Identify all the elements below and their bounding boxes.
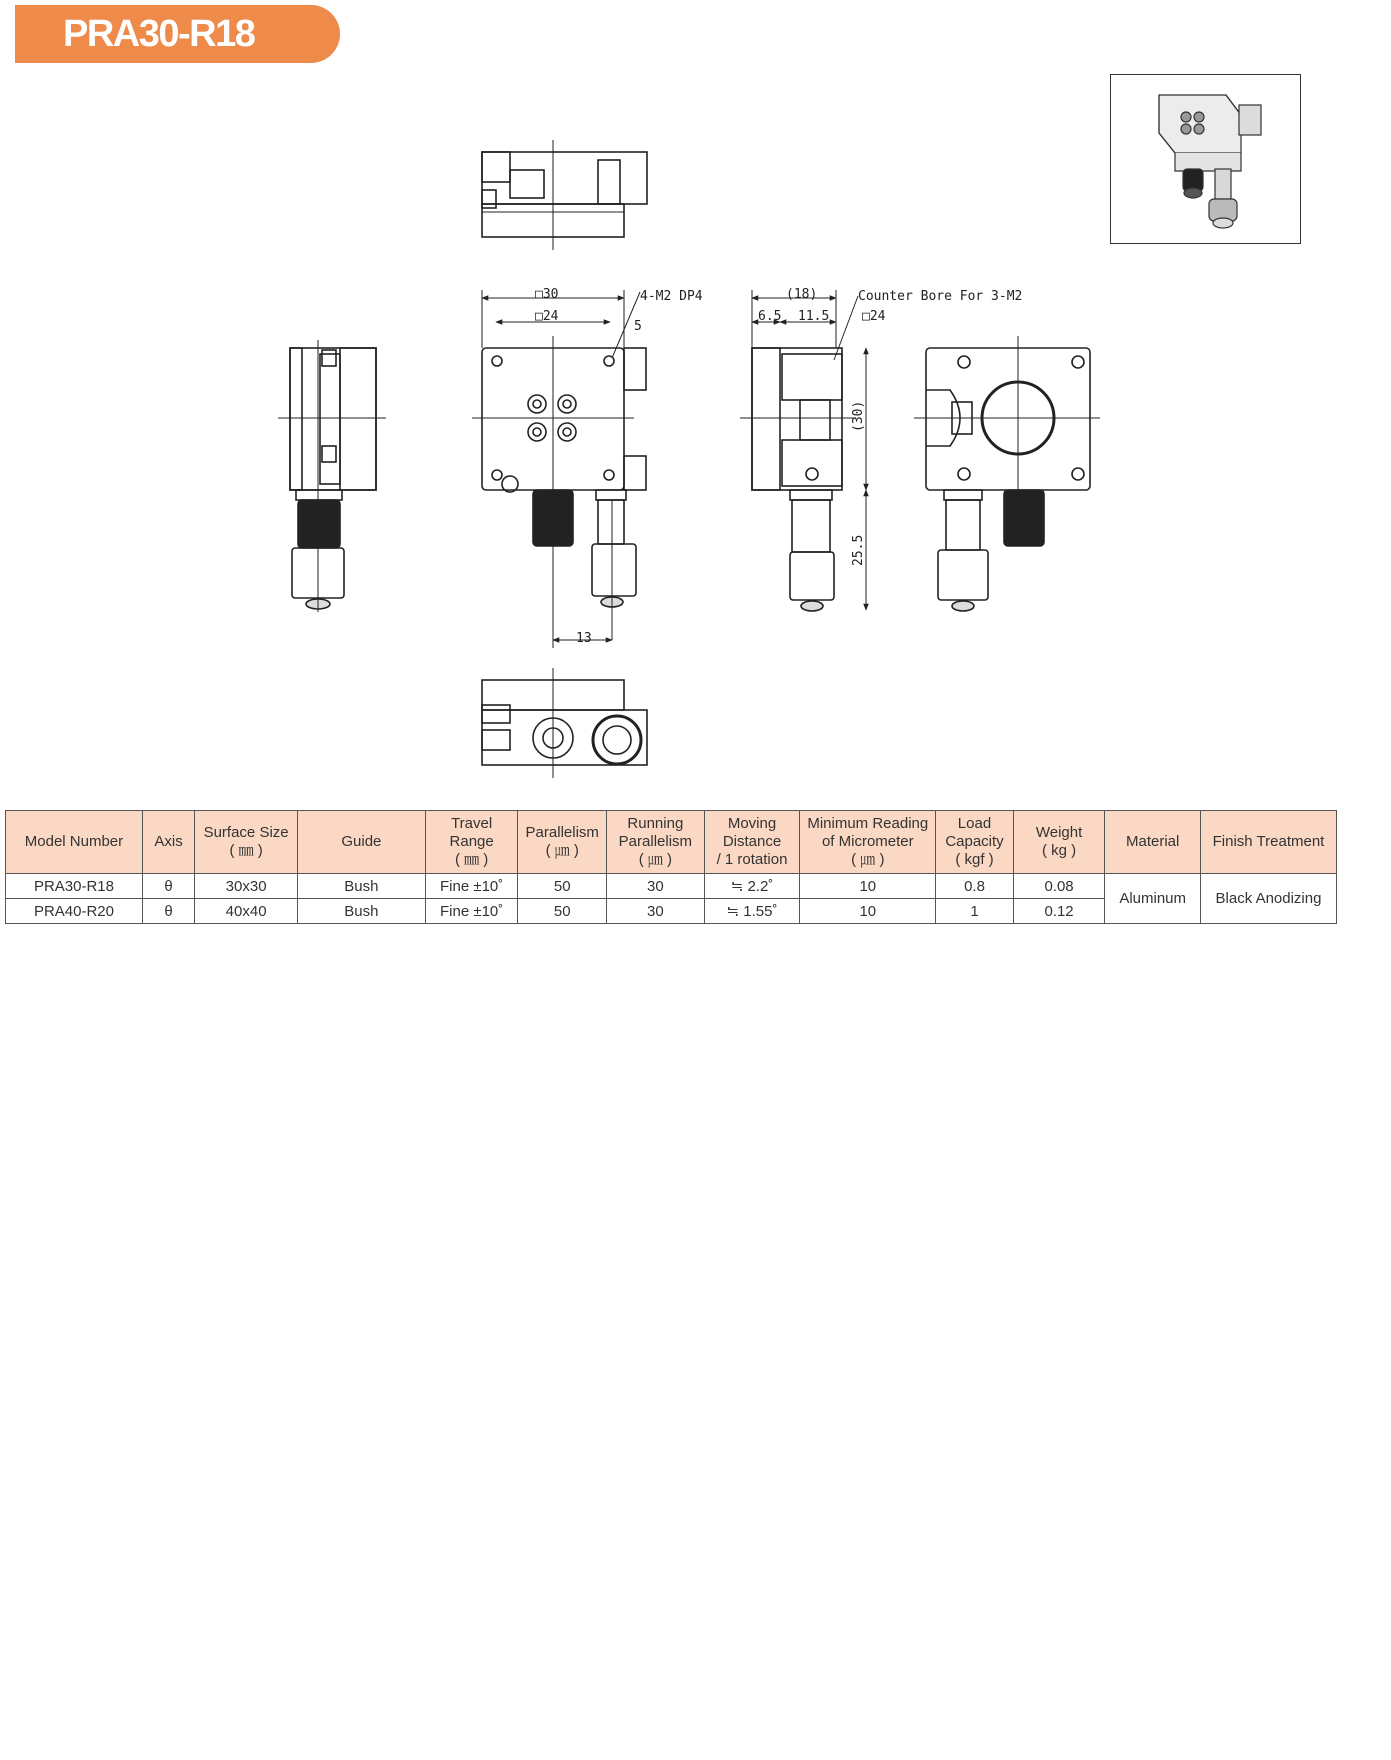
cell-travel: Fine ±10˚ xyxy=(425,899,518,924)
page-title: PRA30-R18 xyxy=(63,13,255,55)
cell-weight: 0.12 xyxy=(1013,899,1105,924)
header-cell: Travel Range ( ㎜ ) xyxy=(425,811,518,874)
dim-counterbore: Counter Bore For 3-M2 xyxy=(858,289,1023,304)
header-cell: Load Capacity ( kgf ) xyxy=(936,811,1014,874)
dim-thirteen: 13 xyxy=(576,631,592,646)
left-side-view xyxy=(278,340,386,612)
cell-surface: 40x40 xyxy=(195,899,298,924)
cell-running: 30 xyxy=(607,874,705,899)
header-cell: Axis xyxy=(142,811,194,874)
cell-parallelism: 50 xyxy=(518,874,607,899)
cell-load: 1 xyxy=(936,899,1014,924)
header-cell: Surface Size ( ㎜ ) xyxy=(195,811,298,874)
header-cell: Guide xyxy=(297,811,425,874)
cell-material: Aluminum xyxy=(1105,874,1201,924)
dim-twentyfive5: 25.5 xyxy=(851,534,866,566)
header-cell: Parallelism ( ㎛ ) xyxy=(518,811,607,874)
cell-running: 30 xyxy=(607,899,705,924)
back-view xyxy=(914,336,1100,611)
cell-moving: ≒ 1.55˚ xyxy=(704,899,800,924)
cell-axis: θ xyxy=(142,899,194,924)
cell-finish: Black Anodizing xyxy=(1201,874,1337,924)
dim-eleven5: 11.5 xyxy=(798,309,830,324)
table-row xyxy=(6,874,1337,899)
top-view xyxy=(482,140,647,250)
dimension-lines xyxy=(482,290,866,640)
technical-drawing xyxy=(0,0,1391,800)
table-header-row xyxy=(6,811,1337,874)
dim-sq24: □24 xyxy=(535,309,559,324)
header-cell: Finish Treatment xyxy=(1201,811,1337,874)
cell-load: 0.8 xyxy=(936,874,1014,899)
header-cell: Model Number xyxy=(6,811,143,874)
dim-m2dp4: 4-M2 DP4 xyxy=(640,289,703,304)
cell-axis: θ xyxy=(142,874,194,899)
cell-guide: Bush xyxy=(297,899,425,924)
dim-sq24b: □24 xyxy=(862,309,886,324)
cell-travel: Fine ±10˚ xyxy=(425,874,518,899)
cell-guide: Bush xyxy=(297,874,425,899)
header-cell: Running Parallelism ( ㎛ ) xyxy=(607,811,705,874)
cell-model: PRA40-R20 xyxy=(6,899,143,924)
dim-sq30: □30 xyxy=(535,287,559,302)
cell-moving: ≒ 2.2˚ xyxy=(704,874,800,899)
header-cell: Moving Distance / 1 rotation xyxy=(704,811,800,874)
cell-min-reading: 10 xyxy=(800,874,936,899)
spec-table xyxy=(5,810,1337,924)
cell-surface: 30x30 xyxy=(195,874,298,899)
cell-parallelism: 50 xyxy=(518,899,607,924)
header-cell: Weight ( kg ) xyxy=(1013,811,1105,874)
dim-five: 5 xyxy=(634,319,642,334)
right-side-view xyxy=(740,348,856,611)
header-cell: Material xyxy=(1105,811,1201,874)
dim-eighteen: (18) xyxy=(786,287,818,302)
cell-model: PRA30-R18 xyxy=(6,874,143,899)
dim-thirty: (30) xyxy=(851,400,866,432)
header-cell: Minimum Reading of Micrometer ( ㎛ ) xyxy=(800,811,936,874)
cell-min-reading: 10 xyxy=(800,899,936,924)
bottom-view xyxy=(482,668,647,778)
cell-weight: 0.08 xyxy=(1013,874,1105,899)
dim-six5: 6.5 xyxy=(758,309,782,324)
dimension-text xyxy=(535,287,1022,646)
front-view xyxy=(472,336,646,648)
